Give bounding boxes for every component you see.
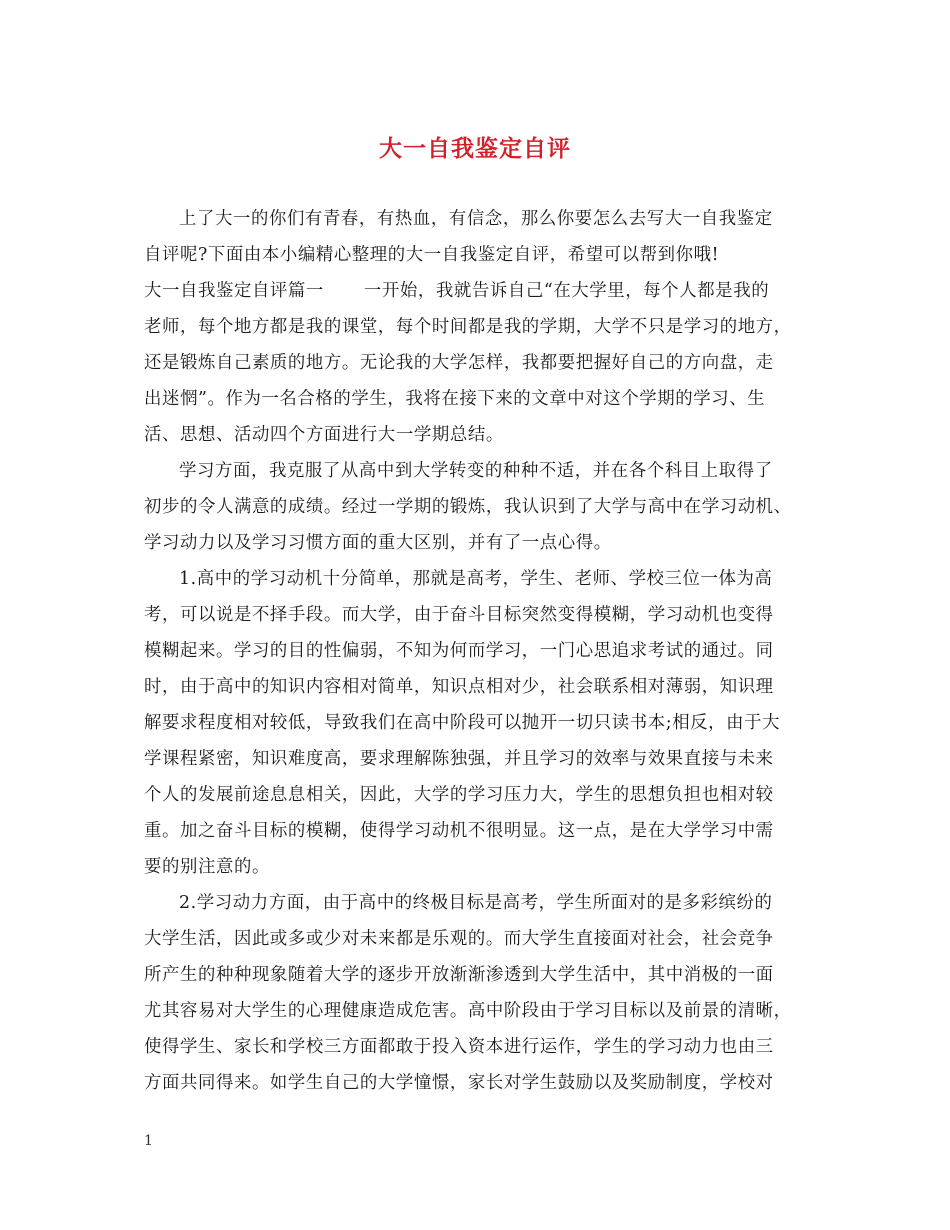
text-line xyxy=(144,309,810,345)
text-line xyxy=(144,705,810,741)
text-line xyxy=(144,1029,810,1065)
text-line-content: 尤其容易对大学生的心理健康造成危害。高中阶段由于学习目标以及前景的清晰， xyxy=(144,1001,792,1021)
text-line-content: 自评呢?下面由本小编精心整理的大一自我鉴定自评，希望可以帮到你哦! xyxy=(144,245,720,265)
text-line xyxy=(144,849,810,885)
text-line-content: 活、思想、活动四个方面进行大一学期总结。 xyxy=(144,425,504,445)
text-line xyxy=(144,453,810,489)
text-line-content: 上了大一的你们有青春，有热血，有信念，那么你要怎么去写大一自我鉴定 xyxy=(179,209,773,229)
text-line xyxy=(144,237,810,273)
document-body xyxy=(144,201,810,1101)
text-line-continuation: 一开始，我就告诉自己“在大学里，每个人都是我的 xyxy=(363,281,770,301)
text-line-content: 使得学生、家长和学校三方面都敢于投入资本进行运作，学生的学习动力也由三 xyxy=(144,1037,774,1057)
document-title: 大一自我鉴定自评 xyxy=(379,135,571,162)
text-line xyxy=(144,633,810,669)
text-line-content: 还是锻炼自己素质的地方。无论我的大学怎样，我都要把握好自己的方向盘，走 xyxy=(144,353,774,373)
text-line-content: 要的别注意的。 xyxy=(144,857,270,877)
text-line-content: 学课程紧密，知识难度高，要求理解陈独强，并且学习的效率与效果直接与未来 xyxy=(144,749,774,769)
text-line-content: 老师，每个地方都是我的课堂，每个时间都是我的学期，大学不只是学习的地方， xyxy=(144,317,792,337)
text-line-content: 出迷惘”。作为一名合格的学生，我将在接下来的文章中对这个学期的学习、生 xyxy=(144,389,766,409)
text-line xyxy=(144,417,810,453)
text-line-content: 所产生的种种现象随着大学的逐步开放渐渐渗透到大学生活中，其中消极的一面 xyxy=(144,965,774,985)
text-line-content: 方面共同得来。如学生自己的大学憧憬，家长对学生鼓励以及奖励制度，学校对 xyxy=(144,1073,774,1093)
text-line xyxy=(144,525,810,561)
text-line xyxy=(144,597,810,633)
text-line-content: 学习方面，我克服了从高中到大学转变的种种不适，并在各个科目上取得了 xyxy=(179,461,773,481)
text-line xyxy=(144,993,810,1029)
text-line-content: 模糊起来。学习的目的性偏弱，不知为何而学习，一门心思追求考试的通过。同 xyxy=(144,641,774,661)
text-line-content: 解要求程度相对较低，导致我们在高中阶段可以抛开一切只读书本;相反，由于大 xyxy=(144,713,781,733)
text-line xyxy=(144,345,810,381)
text-line-content: 考，可以说是不择手段。而大学，由于奋斗目标突然变得模糊，学习动机也变得 xyxy=(144,605,774,625)
text-line-content: 2.学习动力方面，由于高中的终极目标是高考，学生所面对的是多彩缤纷的 xyxy=(179,893,773,913)
text-line-content: 个人的发展前途息息相关，因此，大学的学习压力大，学生的思想负担也相对较 xyxy=(144,785,774,805)
text-line xyxy=(144,885,810,921)
text-line xyxy=(144,561,810,597)
text-line-content: 大一自我鉴定自评篇一 xyxy=(144,281,324,301)
text-line xyxy=(144,741,810,777)
text-line-content: 学习动力以及学习习惯方面的重大区别，并有了一点心得。 xyxy=(144,533,612,553)
text-line xyxy=(144,201,810,237)
page-number: 1 xyxy=(144,1133,153,1149)
text-line-content: 时，由于高中的知识内容相对简单，知识点相对少，社会联系相对薄弱，知识理 xyxy=(144,677,774,697)
text-line-content: 重。加之奋斗目标的模糊，使得学习动机不很明显。这一点，是在大学学习中需 xyxy=(144,821,774,841)
text-line-content: 大学生活，因此或多或少对未来都是乐观的。而大学生直接面对社会，社会竞争 xyxy=(144,929,774,949)
text-line xyxy=(144,489,810,525)
text-line xyxy=(144,273,810,309)
text-line xyxy=(144,777,810,813)
text-line xyxy=(144,1065,810,1101)
text-line xyxy=(144,813,810,849)
text-line xyxy=(144,921,810,957)
text-line xyxy=(144,669,810,705)
text-line-content: 初步的令人满意的成绩。经过一学期的锻炼，我认识到了大学与高中在学习动机、 xyxy=(144,497,792,517)
text-line xyxy=(144,381,810,417)
text-line xyxy=(144,957,810,993)
text-line-content: 1.高中的学习动机十分简单，那就是高考，学生、老师、学校三位一体为高 xyxy=(179,569,773,589)
